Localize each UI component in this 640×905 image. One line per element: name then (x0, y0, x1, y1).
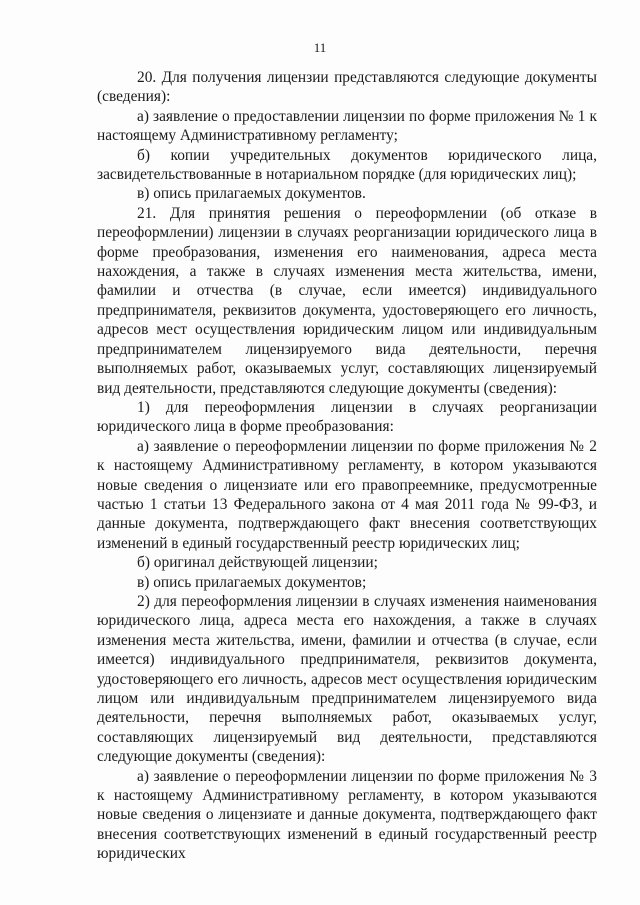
page-number: 11 (313, 40, 327, 55)
paragraph-21-1-b: б) оригинал действующей лицензии; (137, 554, 378, 572)
paragraph-21-1-c: в) опись прилагаемых документов; (137, 573, 367, 591)
paragraph-21-1: 1) для переоформления лицензии в случаях реорганизации юридического лица в форме преобразования: (97, 398, 597, 436)
paragraph-21-2: 2) для переоформления лицензии в случаях изменения наименования юридического лица, адреса места его нахождения, а также в случаях изменения места жительства, имени, фамилии и отчества (в случае, если имеется) индивидуального предпринимателя, реквизитов документа, удостоверяющего его личность, адресов мест осуществления юридическим лицом или индивидуальным предпринимателем лицензируемого вида деятельности, перечня выполняемых работ, оказываемых услуг, составляющих лицензируемый вид деятельности, представляются следующие документы (сведения): (97, 592, 597, 766)
paragraph-20: 20. Для получения лицензии представляются следующие документы (сведения): (97, 69, 597, 106)
document-body (97, 68, 597, 864)
paragraph-21-1-a: а) заявление о переоформлении лицензии по форме приложения № 2 к настоящему Административному регламенту, в котором указываются новые сведения о лицензиате или его правопреемнике, предусмотренные частью 1 статьи 13 Федерального закона от 4 мая 2011 года № 99-ФЗ, и данные документа, подтверждающего факт внесения соответствующих изменений в единый государственный реестр юридических лиц; (97, 437, 597, 552)
paragraph-20-b: б) копии учредительных документов юридического лица, засвидетельствованные в нотариальном порядке (для юридических лиц); (97, 146, 597, 184)
paragraph-21: 21. Для принятия решения о переоформлении (об отказе в переоформлении) лицензии в случаях реорганизации юридического лица в форме преобразования, изменения его наименования, адреса места нахождения, а также в случаях изменения места жительства, имени, фамилии и отчества (в случае, если имеется) индивидуального предпринимателя, реквизитов документа, удостоверяющего его личность, адресов мест осуществления юридическим лицом или индивидуальным предпринимателем лицензируемого вида деятельности, перечня выполняемых работ, оказываемых услуг, составляющих лицензируемый вид деятельности, представляются следующие документы (сведения): (97, 204, 597, 397)
paragraph-21-2-a: а) заявление о переоформлении лицензии по форме приложения № 3 к настоящему Административному регламенту, в котором указываются новые сведения о лицензиате и данные документа, подтверждающего факт внесения соответствующих изменений в единый государственный реестр юридических (97, 767, 597, 863)
paragraph-20-a: а) заявление о предоставлении лицензии по форме приложения № 1 к настоящему Административному регламенту; (97, 107, 597, 145)
paragraph-20-c: в) опись прилагаемых документов. (137, 185, 366, 203)
